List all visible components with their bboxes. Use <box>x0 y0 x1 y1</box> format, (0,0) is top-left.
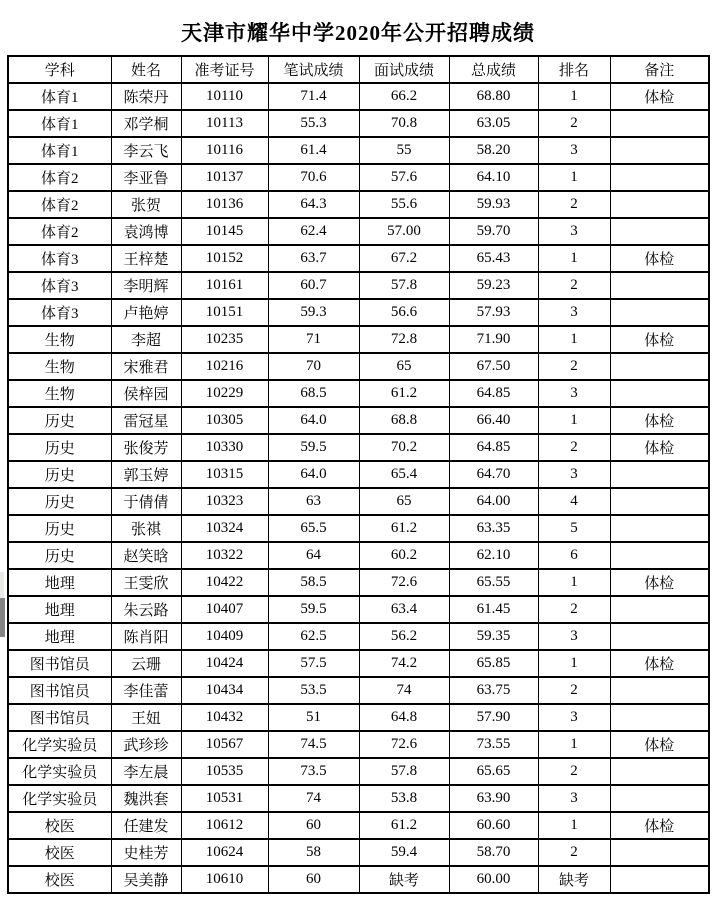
cell-interview-score: 56.6 <box>359 299 449 326</box>
cell-written-score: 59.5 <box>268 596 359 623</box>
cell-subject: 生物 <box>8 380 111 407</box>
table-row <box>8 731 709 758</box>
cell-remark <box>610 515 709 542</box>
cell-name: 王梓楚 <box>111 245 181 272</box>
column-header-exam-id: 准考证号 <box>181 56 268 83</box>
column-header-written-score: 笔试成绩 <box>268 56 359 83</box>
cell-name: 李云飞 <box>111 137 181 164</box>
cell-exam-id: 10152 <box>181 245 268 272</box>
cell-written-score: 71.4 <box>268 83 359 110</box>
cell-subject: 体育3 <box>8 245 111 272</box>
cell-name: 云珊 <box>111 650 181 677</box>
cell-name: 宋雅君 <box>111 353 181 380</box>
cell-subject: 地理 <box>8 596 111 623</box>
cell-name: 李佳蕾 <box>111 677 181 704</box>
cell-subject: 体育2 <box>8 191 111 218</box>
cell-remark <box>610 785 709 812</box>
cell-remark <box>610 866 709 893</box>
cell-interview-score: 72.8 <box>359 326 449 353</box>
cell-written-score: 74.5 <box>268 731 359 758</box>
cell-rank: 2 <box>538 839 610 866</box>
cell-written-score: 53.5 <box>268 677 359 704</box>
cell-rank: 2 <box>538 272 610 299</box>
cell-written-score: 64.3 <box>268 191 359 218</box>
cell-name: 史桂芳 <box>111 839 181 866</box>
cell-name: 魏洪套 <box>111 785 181 812</box>
cell-rank: 2 <box>538 596 610 623</box>
cell-interview-score: 63.4 <box>359 596 449 623</box>
cell-total-score: 67.50 <box>449 353 538 380</box>
cell-rank: 3 <box>538 623 610 650</box>
cell-remark <box>610 353 709 380</box>
left-edge-scrollbar-track-artifact <box>0 572 4 598</box>
table-row <box>8 515 709 542</box>
cell-total-score: 61.45 <box>449 596 538 623</box>
cell-name: 王雯欣 <box>111 569 181 596</box>
cell-written-score: 73.5 <box>268 758 359 785</box>
cell-interview-score: 59.4 <box>359 839 449 866</box>
cell-rank: 2 <box>538 434 610 461</box>
cell-exam-id: 10137 <box>181 164 268 191</box>
scores-table <box>7 55 710 894</box>
cell-subject: 体育1 <box>8 137 111 164</box>
cell-exam-id: 10330 <box>181 434 268 461</box>
cell-rank: 1 <box>538 569 610 596</box>
cell-total-score: 64.85 <box>449 380 538 407</box>
cell-interview-score: 缺考 <box>359 866 449 893</box>
cell-remark <box>610 677 709 704</box>
cell-rank: 1 <box>538 245 610 272</box>
cell-rank: 3 <box>538 218 610 245</box>
cell-name: 于倩倩 <box>111 488 181 515</box>
cell-remark <box>610 461 709 488</box>
cell-rank: 1 <box>538 407 610 434</box>
cell-interview-score: 68.8 <box>359 407 449 434</box>
cell-subject: 体育1 <box>8 83 111 110</box>
cell-name: 武珍珍 <box>111 731 181 758</box>
cell-remark: 体检 <box>610 407 709 434</box>
cell-exam-id: 10610 <box>181 866 268 893</box>
cell-total-score: 63.05 <box>449 110 538 137</box>
cell-total-score: 57.93 <box>449 299 538 326</box>
cell-name: 陈荣丹 <box>111 83 181 110</box>
cell-exam-id: 10110 <box>181 83 268 110</box>
cell-name: 朱云路 <box>111 596 181 623</box>
cell-written-score: 60 <box>268 866 359 893</box>
cell-total-score: 64.70 <box>449 461 538 488</box>
table-row <box>8 839 709 866</box>
cell-exam-id: 10113 <box>181 110 268 137</box>
cell-written-score: 74 <box>268 785 359 812</box>
table-row <box>8 758 709 785</box>
cell-remark <box>610 164 709 191</box>
cell-remark <box>610 137 709 164</box>
cell-written-score: 60.7 <box>268 272 359 299</box>
cell-name: 李亚鲁 <box>111 164 181 191</box>
cell-total-score: 59.35 <box>449 623 538 650</box>
cell-written-score: 59.5 <box>268 434 359 461</box>
cell-exam-id: 10151 <box>181 299 268 326</box>
cell-remark: 体检 <box>610 569 709 596</box>
cell-interview-score: 61.2 <box>359 380 449 407</box>
cell-subject: 历史 <box>8 461 111 488</box>
cell-subject: 历史 <box>8 488 111 515</box>
table-row <box>8 812 709 839</box>
cell-rank: 3 <box>538 380 610 407</box>
column-header-total-score: 总成绩 <box>449 56 538 83</box>
cell-total-score: 65.65 <box>449 758 538 785</box>
cell-remark: 体检 <box>610 326 709 353</box>
table-row <box>8 191 709 218</box>
cell-name: 张贺 <box>111 191 181 218</box>
table-row <box>8 434 709 461</box>
cell-written-score: 71 <box>268 326 359 353</box>
cell-remark <box>610 596 709 623</box>
cell-written-score: 58.5 <box>268 569 359 596</box>
cell-remark <box>610 542 709 569</box>
cell-name: 郭玉婷 <box>111 461 181 488</box>
cell-remark <box>610 299 709 326</box>
cell-rank: 2 <box>538 353 610 380</box>
cell-exam-id: 10407 <box>181 596 268 623</box>
table-row <box>8 380 709 407</box>
table-row <box>8 488 709 515</box>
table-row <box>8 569 709 596</box>
cell-remark: 体检 <box>610 434 709 461</box>
cell-interview-score: 67.2 <box>359 245 449 272</box>
cell-name: 李明辉 <box>111 272 181 299</box>
column-header-subject: 学科 <box>8 56 111 83</box>
cell-remark <box>610 272 709 299</box>
cell-remark: 体检 <box>610 245 709 272</box>
cell-written-score: 61.4 <box>268 137 359 164</box>
cell-interview-score: 55.6 <box>359 191 449 218</box>
cell-remark <box>610 191 709 218</box>
cell-rank: 缺考 <box>538 866 610 893</box>
table-row <box>8 83 709 110</box>
cell-subject: 图书馆员 <box>8 650 111 677</box>
cell-subject: 地理 <box>8 623 111 650</box>
cell-exam-id: 10322 <box>181 542 268 569</box>
cell-subject: 体育3 <box>8 299 111 326</box>
cell-total-score: 60.60 <box>449 812 538 839</box>
table-row <box>8 461 709 488</box>
table-row <box>8 272 709 299</box>
cell-name: 雷冠星 <box>111 407 181 434</box>
cell-exam-id: 10422 <box>181 569 268 596</box>
cell-written-score: 68.5 <box>268 380 359 407</box>
cell-written-score: 58 <box>268 839 359 866</box>
column-header-interview-score: 面试成绩 <box>359 56 449 83</box>
cell-subject: 历史 <box>8 542 111 569</box>
cell-subject: 生物 <box>8 326 111 353</box>
cell-subject: 体育2 <box>8 164 111 191</box>
cell-interview-score: 61.2 <box>359 812 449 839</box>
cell-rank: 3 <box>538 704 610 731</box>
table-row <box>8 677 709 704</box>
cell-total-score: 68.80 <box>449 83 538 110</box>
cell-name: 吴美静 <box>111 866 181 893</box>
cell-written-score: 65.5 <box>268 515 359 542</box>
cell-total-score: 62.10 <box>449 542 538 569</box>
cell-subject: 体育3 <box>8 272 111 299</box>
table-row <box>8 218 709 245</box>
cell-exam-id: 10432 <box>181 704 268 731</box>
cell-remark <box>610 758 709 785</box>
cell-exam-id: 10612 <box>181 812 268 839</box>
cell-exam-id: 10624 <box>181 839 268 866</box>
cell-subject: 化学实验员 <box>8 758 111 785</box>
cell-written-score: 64.0 <box>268 461 359 488</box>
table-row <box>8 299 709 326</box>
cell-interview-score: 57.6 <box>359 164 449 191</box>
cell-written-score: 64.0 <box>268 407 359 434</box>
left-edge-scrollbar-thumb-artifact <box>0 598 5 637</box>
cell-total-score: 65.85 <box>449 650 538 677</box>
table-row <box>8 164 709 191</box>
cell-interview-score: 53.8 <box>359 785 449 812</box>
cell-interview-score: 65 <box>359 488 449 515</box>
cell-interview-score: 60.2 <box>359 542 449 569</box>
table-row <box>8 245 709 272</box>
cell-remark <box>610 110 709 137</box>
table-row <box>8 326 709 353</box>
cell-subject: 体育2 <box>8 218 111 245</box>
cell-rank: 1 <box>538 731 610 758</box>
cell-rank: 3 <box>538 137 610 164</box>
cell-name: 王妞 <box>111 704 181 731</box>
column-header-rank: 排名 <box>538 56 610 83</box>
cell-total-score: 64.00 <box>449 488 538 515</box>
cell-rank: 5 <box>538 515 610 542</box>
cell-interview-score: 57.00 <box>359 218 449 245</box>
cell-exam-id: 10434 <box>181 677 268 704</box>
cell-written-score: 59.3 <box>268 299 359 326</box>
cell-total-score: 64.85 <box>449 434 538 461</box>
cell-subject: 历史 <box>8 515 111 542</box>
cell-total-score: 65.43 <box>449 245 538 272</box>
table-row <box>8 353 709 380</box>
table-row <box>8 137 709 164</box>
cell-written-score: 62.5 <box>268 623 359 650</box>
cell-remark <box>610 488 709 515</box>
cell-subject: 化学实验员 <box>8 785 111 812</box>
cell-written-score: 70.6 <box>268 164 359 191</box>
cell-remark: 体检 <box>610 650 709 677</box>
cell-exam-id: 10161 <box>181 272 268 299</box>
cell-exam-id: 10315 <box>181 461 268 488</box>
cell-remark <box>610 839 709 866</box>
cell-rank: 2 <box>538 758 610 785</box>
cell-subject: 地理 <box>8 569 111 596</box>
cell-rank: 1 <box>538 164 610 191</box>
cell-exam-id: 10305 <box>181 407 268 434</box>
cell-name: 李左晨 <box>111 758 181 785</box>
cell-exam-id: 10216 <box>181 353 268 380</box>
cell-rank: 1 <box>538 83 610 110</box>
table-row <box>8 650 709 677</box>
cell-subject: 校医 <box>8 812 111 839</box>
cell-exam-id: 10409 <box>181 623 268 650</box>
cell-interview-score: 66.2 <box>359 83 449 110</box>
cell-name: 李超 <box>111 326 181 353</box>
cell-total-score: 58.20 <box>449 137 538 164</box>
cell-remark: 体检 <box>610 731 709 758</box>
cell-written-score: 55.3 <box>268 110 359 137</box>
cell-rank: 3 <box>538 299 610 326</box>
cell-total-score: 58.70 <box>449 839 538 866</box>
cell-exam-id: 10116 <box>181 137 268 164</box>
cell-name: 张祺 <box>111 515 181 542</box>
cell-subject: 历史 <box>8 407 111 434</box>
cell-exam-id: 10531 <box>181 785 268 812</box>
table-row <box>8 407 709 434</box>
cell-exam-id: 10535 <box>181 758 268 785</box>
table-row <box>8 623 709 650</box>
cell-interview-score: 72.6 <box>359 569 449 596</box>
cell-subject: 校医 <box>8 839 111 866</box>
cell-interview-score: 61.2 <box>359 515 449 542</box>
table-row <box>8 596 709 623</box>
cell-rank: 2 <box>538 191 610 218</box>
cell-rank: 6 <box>538 542 610 569</box>
cell-rank: 2 <box>538 110 610 137</box>
cell-name: 任建发 <box>111 812 181 839</box>
cell-name: 邓学桐 <box>111 110 181 137</box>
cell-remark: 体检 <box>610 83 709 110</box>
cell-name: 侯梓园 <box>111 380 181 407</box>
column-header-name: 姓名 <box>111 56 181 83</box>
cell-total-score: 57.90 <box>449 704 538 731</box>
cell-subject: 图书馆员 <box>8 677 111 704</box>
cell-total-score: 63.90 <box>449 785 538 812</box>
cell-total-score: 66.40 <box>449 407 538 434</box>
cell-name: 赵笑晗 <box>111 542 181 569</box>
page-title: 天津市耀华中学2020年公开招聘成绩 <box>181 21 535 45</box>
cell-total-score: 71.90 <box>449 326 538 353</box>
cell-interview-score: 74.2 <box>359 650 449 677</box>
table-row <box>8 110 709 137</box>
cell-written-score: 70 <box>268 353 359 380</box>
cell-exam-id: 10229 <box>181 380 268 407</box>
cell-interview-score: 64.8 <box>359 704 449 731</box>
cell-interview-score: 65.4 <box>359 461 449 488</box>
cell-rank: 4 <box>538 488 610 515</box>
cell-total-score: 63.75 <box>449 677 538 704</box>
cell-total-score: 59.23 <box>449 272 538 299</box>
cell-written-score: 63 <box>268 488 359 515</box>
cell-remark <box>610 380 709 407</box>
header-row <box>8 56 709 83</box>
table-body <box>8 83 709 893</box>
cell-interview-score: 57.8 <box>359 758 449 785</box>
cell-interview-score: 57.8 <box>359 272 449 299</box>
cell-written-score: 51 <box>268 704 359 731</box>
cell-total-score: 59.93 <box>449 191 538 218</box>
cell-written-score: 62.4 <box>268 218 359 245</box>
cell-written-score: 63.7 <box>268 245 359 272</box>
cell-exam-id: 10136 <box>181 191 268 218</box>
cell-exam-id: 10235 <box>181 326 268 353</box>
cell-total-score: 60.00 <box>449 866 538 893</box>
table-row <box>8 704 709 731</box>
cell-exam-id: 10323 <box>181 488 268 515</box>
cell-subject: 图书馆员 <box>8 704 111 731</box>
cell-written-score: 57.5 <box>268 650 359 677</box>
cell-written-score: 64 <box>268 542 359 569</box>
table-row <box>8 866 709 893</box>
cell-total-score: 73.55 <box>449 731 538 758</box>
cell-subject: 体育1 <box>8 110 111 137</box>
cell-interview-score: 65 <box>359 353 449 380</box>
cell-subject: 化学实验员 <box>8 731 111 758</box>
table-row <box>8 542 709 569</box>
cell-name: 袁鸿博 <box>111 218 181 245</box>
cell-interview-score: 56.2 <box>359 623 449 650</box>
cell-rank: 2 <box>538 677 610 704</box>
cell-total-score: 65.55 <box>449 569 538 596</box>
cell-name: 陈肖阳 <box>111 623 181 650</box>
cell-interview-score: 55 <box>359 137 449 164</box>
column-header-remark: 备注 <box>610 56 709 83</box>
cell-rank: 1 <box>538 326 610 353</box>
cell-total-score: 59.70 <box>449 218 538 245</box>
cell-rank: 1 <box>538 812 610 839</box>
cell-exam-id: 10424 <box>181 650 268 677</box>
cell-written-score: 60 <box>268 812 359 839</box>
cell-remark <box>610 623 709 650</box>
cell-rank: 1 <box>538 650 610 677</box>
cell-rank: 3 <box>538 785 610 812</box>
cell-remark <box>610 704 709 731</box>
cell-name: 张俊芳 <box>111 434 181 461</box>
cell-interview-score: 74 <box>359 677 449 704</box>
cell-exam-id: 10145 <box>181 218 268 245</box>
cell-interview-score: 70.8 <box>359 110 449 137</box>
cell-remark: 体检 <box>610 812 709 839</box>
cell-subject: 生物 <box>8 353 111 380</box>
cell-interview-score: 70.2 <box>359 434 449 461</box>
cell-subject: 校医 <box>8 866 111 893</box>
cell-interview-score: 72.6 <box>359 731 449 758</box>
cell-rank: 3 <box>538 461 610 488</box>
cell-name: 卢艳婷 <box>111 299 181 326</box>
cell-subject: 历史 <box>8 434 111 461</box>
cell-total-score: 64.10 <box>449 164 538 191</box>
cell-exam-id: 10567 <box>181 731 268 758</box>
table-row <box>8 785 709 812</box>
cell-total-score: 63.35 <box>449 515 538 542</box>
cell-exam-id: 10324 <box>181 515 268 542</box>
cell-remark <box>610 218 709 245</box>
